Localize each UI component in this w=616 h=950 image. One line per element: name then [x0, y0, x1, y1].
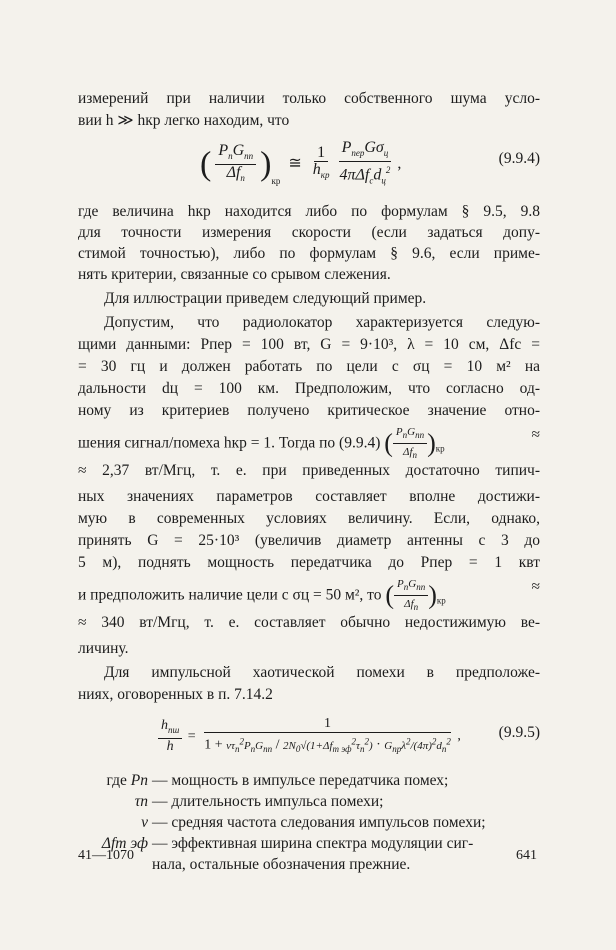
equation-9-9-4: ( $\frac{P_пG_{пп}}{\Delta f_п}$ )$_{кр}$ ≅ $\frac{1}{h_{кр}}$ $\frac{P_{пер}G\sigma_ц}{4\pi\Delta f_cd_ц^2}$ , (9.9.4)	[200, 139, 540, 187]
text-line: Для иллюстрации приведем следующий пример.	[104, 290, 427, 307]
text-line: ≈ 340 вт/Мгц, т. е. составляет обычно недостижимую ве-	[78, 614, 540, 631]
text-line: 5 м), поднять мощность передатчика до Pпер = 1 квт	[78, 554, 540, 571]
text-line: вии h ≫ hкр легко находим, что	[78, 112, 290, 129]
text-line: личину.	[78, 640, 129, 657]
definition-item: Δfm эф — эффективная ширина спектра модуляции сиг-	[101, 835, 474, 852]
text-line: стимой точностью), либо по формулам § 9.6, если приме-	[78, 245, 540, 262]
definition-item: ν — средняя частота следования импульсов помехи;	[141, 814, 486, 831]
text-line: для точности измерения скорости (если задаться допу-	[78, 224, 540, 241]
text-line: = 30 гц и должен работать по цели с σц = 10 м² на	[78, 358, 540, 375]
text-line: Допустим, что радиолокатор характеризуется следую-	[104, 314, 540, 331]
definition-item: где Pп — мощность в импульсе передатчика помех;	[106, 772, 449, 789]
signature-mark: 41—1070	[78, 848, 134, 863]
text-line: измерений при наличии только собственного шума усло-	[78, 90, 540, 107]
definition-item: нала, остальные обозначения прежние.	[152, 856, 411, 873]
text-line: ных значениях параметров составляет вполне достижи-	[78, 488, 540, 505]
definition-item: τп — длительность импульса помехи;	[134, 793, 384, 810]
text-line: где величина hкр находится либо по формулам § 9.5, 9.8	[78, 203, 540, 220]
text-line: ≈ 2,37 вт/Мгц, т. е. при приведенных достаточно типич-	[78, 462, 540, 479]
equation-label: (9.9.5)	[498, 724, 540, 741]
text-line: мую в современных условиях величину. Если, однако,	[78, 510, 540, 527]
text-line: ному из критериев получено критическое значение отно-	[78, 402, 540, 419]
text-line: и предположить наличие цели с σц = 50 м², то ( $\frac{P_пG_{пп}}{\Delta f_п}$ )$_{кр}$ ≈	[78, 578, 540, 613]
text-line: Для импульсной хаотической помехи в предположе-	[104, 664, 540, 681]
definitions-list	[78, 770, 540, 875]
text-line: нять критерии, связанные со срывом слежения.	[78, 266, 391, 283]
equation-label: (9.9.4)	[498, 150, 540, 167]
text-line: принять G = 25·10³ (увеличив диаметр антенны с 3 до	[78, 532, 540, 549]
text-line: дальности dц = 100 км. Предположим, что согласно од-	[78, 380, 540, 397]
text-line: шения сигнал/помеха hкр = 1. Тогда по (9.9.4) ( $\frac{P_пG_{пп}}{\Delta f_п}$ )$_{кр}$ ≈	[78, 426, 540, 461]
equation-9-9-5: $\frac{h_{пш}}{h}$ = $\frac{1}{1 + \nu\tau_п^2P_пG_{пп} / 2N_0√(1+\Delta f_{m эф}^2\tau_п^2) \cdot G_{пр}\lambda^2/(4\pi)^2d_п^2}$ , (9.9.5)	[78, 710, 540, 780]
text-line: щими данными: Pпер = 100 вт, G = 9·10³, λ = 10 см, Δfc =	[78, 336, 540, 353]
page-number: 641	[516, 848, 537, 863]
text-line: ниях, оговоренных в п. 7.14.2	[78, 686, 273, 703]
